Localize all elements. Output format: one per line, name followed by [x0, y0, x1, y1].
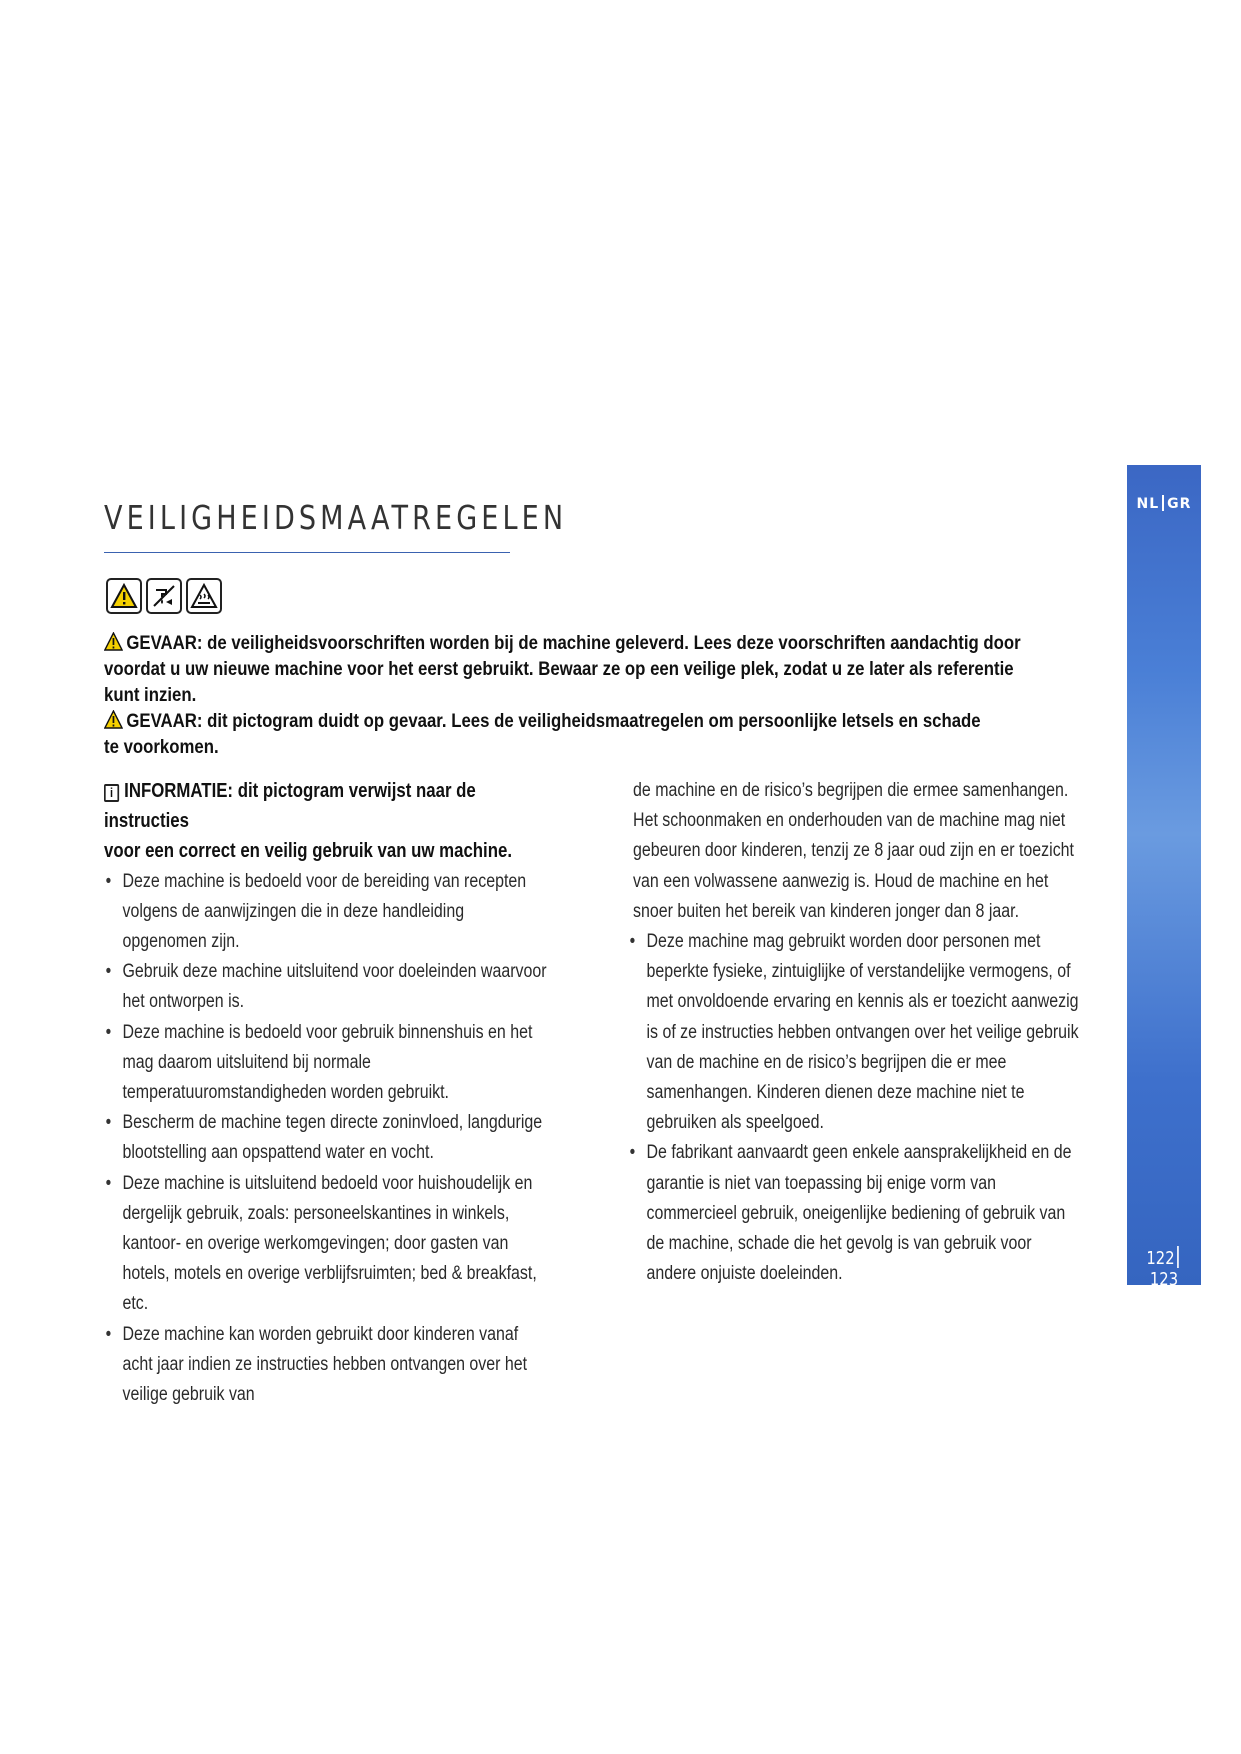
safety-pictograms — [106, 578, 222, 614]
right-list — [628, 927, 1080, 1289]
left-list — [104, 867, 549, 1411]
hot-surface-icon — [186, 578, 222, 614]
page-numbers: 122123 — [1146, 1248, 1179, 1290]
danger-warnings — [104, 630, 1093, 760]
title-underline — [104, 552, 510, 553]
warning-triangle-icon — [104, 632, 123, 651]
danger-line-3: kunt inzien. — [104, 684, 197, 706]
info-heading: i INFORMATIE: dit pictogram verwijst naar de instructies — [104, 780, 476, 833]
list-item: • Deze machine is uitsluitend bedoeld voor huishoudelijk en dergelijk gebruik, zoals: personeelskantines in winkels, kantoor- en overige werkomgevingen; door gasten van hotels, motels en overige verblijfsruimten; bed & breakfast, etc. — [104, 1169, 549, 1320]
list-item: • Deze machine mag gebruikt worden door personen met beperkte fysieke, zintuiglijke of verstandelijke vermogens, of met onvoldoende ervaring en kennis als er toezicht aanwezig is of ze instructies hebben ontvangen over het veilige gebruik van de machine en de risico’s begrijpen die er mee samenhangen. Kinderen dienen deze machine niet te gebruiken als speelgoed. — [628, 927, 1080, 1138]
list-item: • Deze machine is bedoeld voor gebruik binnenshuis en het mag daarom uitsluitend bij normale temperatuuromstandigheden worden gebruikt. — [104, 1018, 549, 1109]
list-item: • Gebruik deze machine uitsluitend voor doeleinden waarvoor het ontworpen is. — [104, 957, 549, 1017]
list-item: • De fabrikant aanvaardt geen enkele aansprakelijkheid en de garantie is niet van toepassing bij enige vorm van commercieel gebruik, oneigenlijke bediening of gebruik van de machine, schade die het gevolg is van gebruik voor andere onjuiste doeleinden. — [628, 1138, 1080, 1289]
continued-text: de machine en de risico’s begrijpen die ermee samenhangen. Het schoonmaken en onderhouden van de machine mag niet gebeuren door kinderen, tenzij ze 8 jaar oud zijn en er toezicht van een volwassene aanwezig is. Houd de machine en het snoer buiten het bereik van kinderen jonger dan 8 jaar. — [633, 780, 1075, 922]
separator — [1162, 495, 1164, 511]
language-sidebar — [1127, 465, 1201, 1290]
danger-line-4: GEVAAR: dit pictogram duidt op gevaar. Lees de veiligheidsmaatregelen om persoonlijke letsels en schade — [104, 708, 1093, 734]
no-water-tap-icon — [146, 578, 182, 614]
warning-triangle-icon — [104, 710, 123, 729]
list-item: • Deze machine is bedoeld voor de bereiding van recepten volgens de aanwijzingen die in deze handleiding opgenomen zijn. — [104, 867, 549, 958]
list-item: • Bescherm de machine tegen directe zoninvloed, langdurige blootstelling aan opspattend water en vocht. — [104, 1108, 549, 1168]
left-column — [104, 776, 549, 1410]
separator — [1177, 1246, 1179, 1268]
info-icon: i — [104, 784, 119, 802]
info-heading-2: voor een correct en veilig gebruik van uw machine. — [104, 840, 513, 863]
right-column — [628, 776, 1080, 1289]
danger-line-1: GEVAAR: de veiligheidsvoorschriften worden bij de machine geleverd. Lees deze voorschriften aandachtig door — [104, 630, 1093, 656]
warning-triangle-icon — [106, 578, 142, 614]
danger-line-5: te voorkomen. — [104, 736, 219, 758]
list-item: • Deze machine kan worden gebruikt door kinderen vanaf acht jaar indien ze instructies hebben ontvangen over het veilige gebruik van — [104, 1320, 549, 1411]
danger-line-2: voordat u uw nieuwe machine voor het eerst gebruikt. Bewaar ze op een veilige plek, zodat u ze later als referentie — [104, 658, 1014, 680]
page-title: VEILIGHEIDSMAATREGELEN — [104, 498, 568, 537]
language-indicator: NL GR — [1136, 496, 1192, 512]
